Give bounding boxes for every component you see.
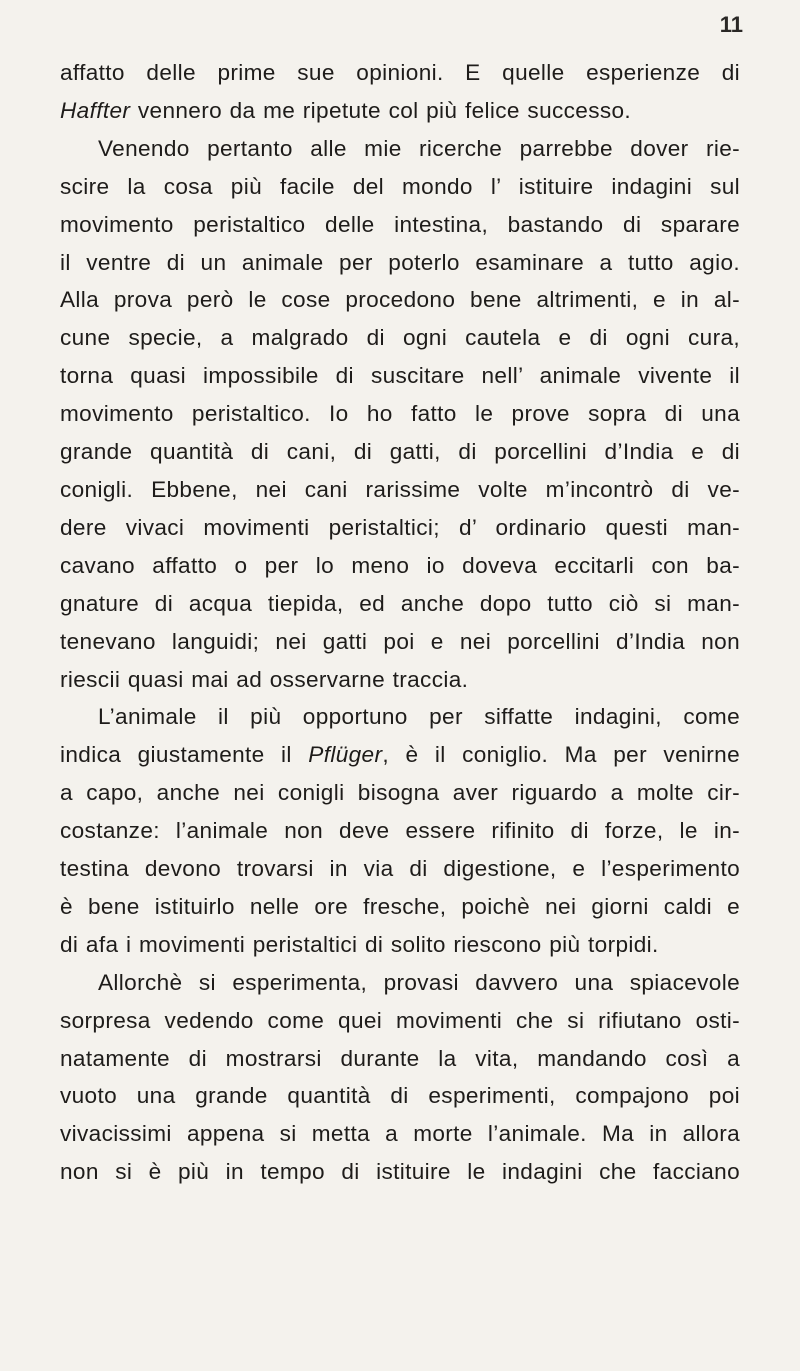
text-run: torna quasi impossibile di suscitare nell’ animale vivente il [60, 363, 740, 389]
text-run: , è il coniglio. Ma per venirne [382, 742, 740, 768]
text-run: a capo, anche nei conigli bisogna aver riguardo a molte cir- [60, 780, 740, 806]
text-run: L’animale il più opportuno per siffatte indagini, come [98, 704, 740, 730]
text-run: vuoto una grande quantità di esperimenti, compajono poi [60, 1083, 740, 1109]
text-line [60, 964, 740, 1002]
text-line [60, 168, 740, 206]
text-run: cavano affatto o per lo meno io doveva eccitarli con ba- [60, 552, 740, 578]
text-line [60, 547, 740, 585]
text-run: indica giustamente il [60, 742, 309, 768]
text-run: movimento peristaltico. Io ho fatto le prove sopra di una [60, 401, 740, 427]
text-run: conigli. Ebbene, nei cani rarissime volte m’incontrò di ve- [60, 476, 740, 502]
body-text [60, 54, 740, 1191]
text-line [60, 585, 740, 623]
text-line [60, 661, 740, 699]
text-run: Allorchè si esperimenta, provasi davvero una spiacevole [98, 969, 740, 995]
text-line [60, 206, 740, 244]
text-run: non si è più in tempo di istituire le indagini che facciano [60, 1159, 740, 1185]
text-run: grande quantità di cani, di gatti, di porcellini d’India e di [60, 439, 740, 465]
text-line [60, 54, 740, 92]
text-line [60, 1002, 740, 1040]
text-run: tenevano languidi; nei gatti poi e nei porcellini d’India non [60, 628, 740, 654]
text-run: vivacissimi appena si metta a morte l’animale. Ma in allora [60, 1121, 740, 1147]
italic-name: Pflüger [308, 742, 383, 768]
text-line [60, 509, 740, 547]
text-line [60, 92, 740, 130]
text-line [60, 130, 740, 168]
text-line [60, 471, 740, 509]
text-run: il ventre di un animale per poterlo esaminare a tutto agio. [60, 249, 740, 275]
text-line [60, 281, 740, 319]
text-line [60, 850, 740, 888]
text-run: affatto delle prime sue opinioni. E quelle esperienze di [60, 60, 740, 85]
text-run: costanze: l’animale non deve essere rifinito di forze, le in- [60, 818, 740, 844]
text-run: gnature di acqua tiepida, ed anche dopo tutto ciò si man- [60, 590, 740, 616]
text-line [60, 812, 740, 850]
text-line [60, 926, 740, 964]
text-run: riescii quasi mai ad osservarne traccia. [60, 666, 469, 692]
text-run: movimento peristaltico delle intestina, bastando di sparare [60, 211, 740, 237]
italic-name: Haffter [60, 97, 131, 123]
text-run: vennero da me ripetute col più felice successo. [130, 97, 632, 123]
text-line [60, 623, 740, 661]
text-run: scire la cosa più facile del mondo l’ istituire indagini sul [60, 173, 740, 199]
text-run: di afa i movimenti peristaltici di solito riescono più torpidi. [60, 931, 659, 957]
text-line [60, 774, 740, 812]
text-run: dere vivaci movimenti peristaltici; d’ ordinario questi man- [60, 514, 740, 540]
text-run: natamente di mostrarsi durante la vita, mandando così a [60, 1045, 740, 1071]
text-run: cune specie, a malgrado di ogni cautela e di ogni cura, [60, 325, 740, 351]
text-line [60, 433, 740, 471]
text-run: Venendo pertanto alle mie ricerche parrebbe dover rie- [98, 135, 740, 161]
text-line [60, 1077, 740, 1115]
text-line [60, 698, 740, 736]
text-line [60, 244, 740, 282]
text-run: testina devono trovarsi in via di digestione, e l’esperimento [60, 856, 740, 882]
text-line [60, 395, 740, 433]
text-line [60, 319, 740, 357]
text-line [60, 736, 740, 774]
text-line [60, 1040, 740, 1078]
text-line [60, 888, 740, 926]
text-run: sorpresa vedendo come quei movimenti che si rifiutano osti- [60, 1007, 740, 1033]
text-run: Alla prova però le cose procedono bene altrimenti, e in al- [60, 287, 740, 313]
text-line [60, 1115, 740, 1153]
page-number: 11 [719, 12, 743, 37]
text-line [60, 357, 740, 395]
text-line [60, 1153, 740, 1191]
text-run: è bene istituirlo nelle ore fresche, poichè nei giorni caldi e [60, 893, 740, 919]
